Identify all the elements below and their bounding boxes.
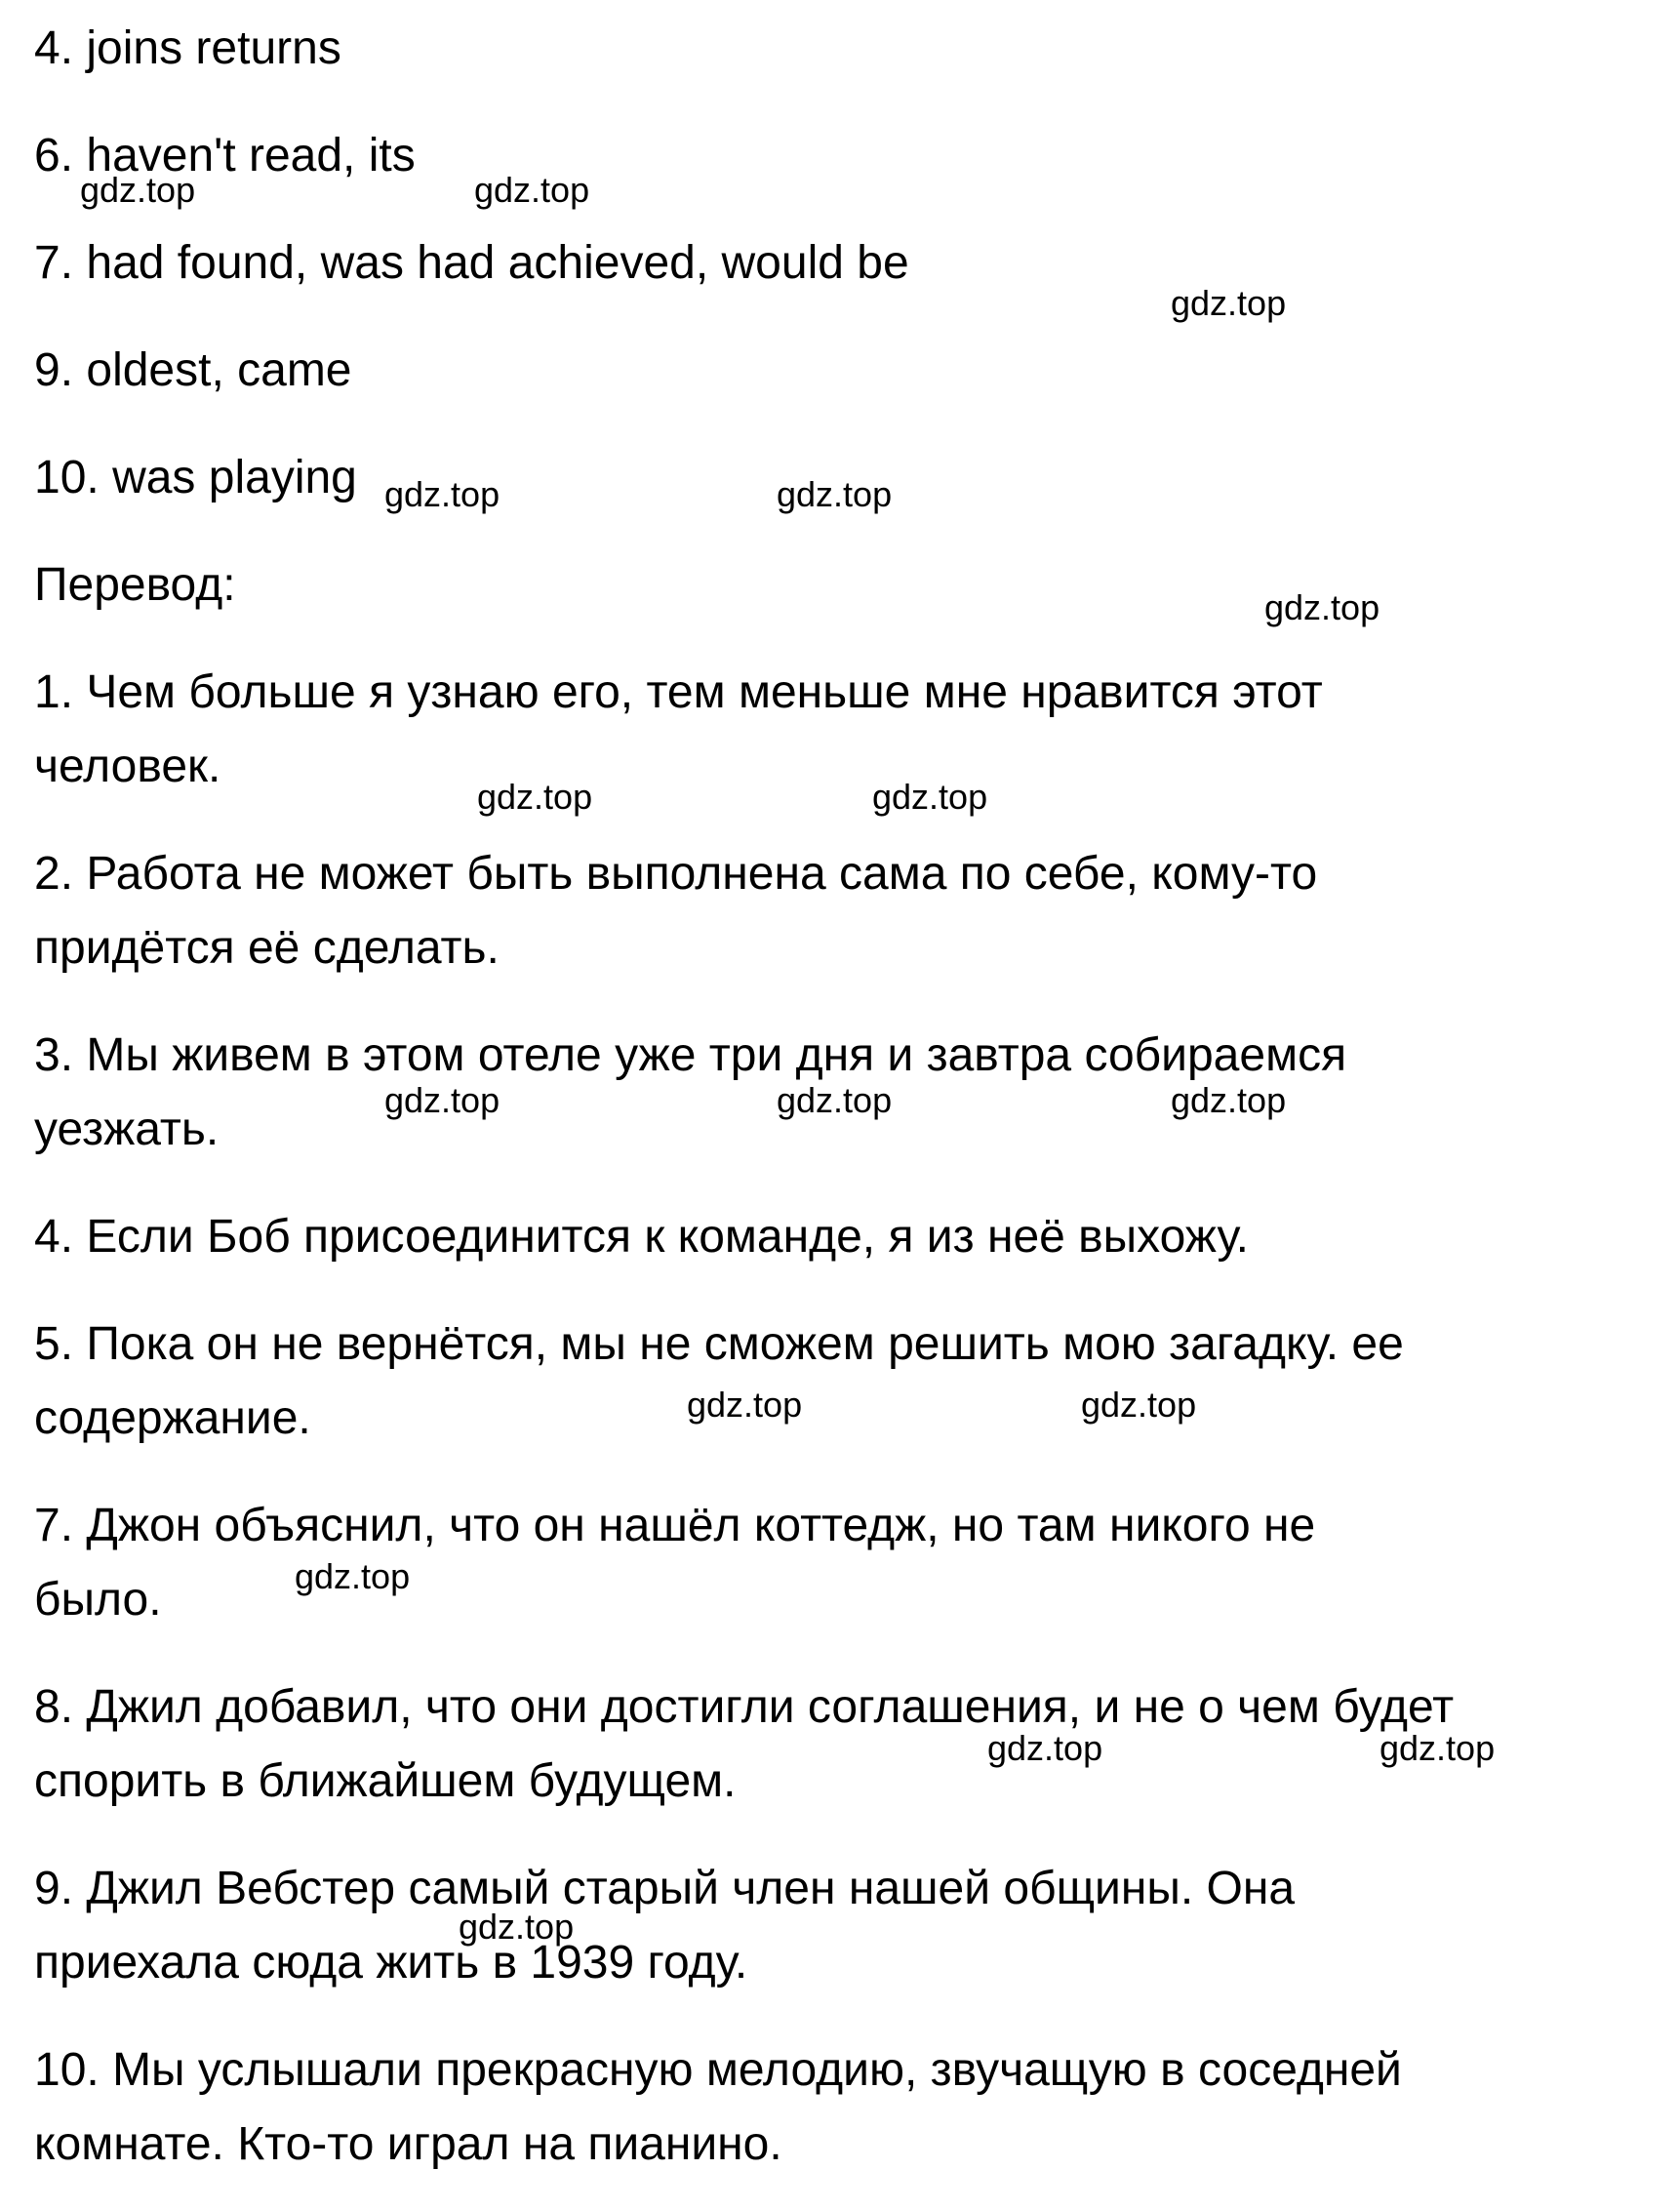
translation-heading: Перевод: [34,559,236,611]
translation-line: 7. Джон объяснил, что он нашёл коттедж, но там никого не [34,1500,1316,1551]
watermark: gdz.top [872,777,988,817]
watermark: gdz.top [1171,283,1287,323]
translation-line: спорить в ближайшем будущем. [34,1755,737,1807]
watermark: gdz.top [777,1080,893,1120]
watermark: gdz.top [1171,1080,1287,1120]
translation-line: человек. [34,741,221,792]
translation-line: содержание. [34,1392,311,1444]
translation-line: придётся её сделать. [34,922,500,974]
watermark: gdz.top [687,1385,803,1425]
translation-line: было. [34,1574,162,1626]
answer-line: 9. oldest, came [34,344,352,396]
watermark: gdz.top [1380,1728,1496,1768]
watermark: gdz.top [80,170,196,210]
translation-line: уезжать. [34,1104,220,1155]
watermark: gdz.top [459,1907,575,1947]
translation-line: 5. Пока он не вернётся, мы не сможем решить мою загадку. ее [34,1318,1404,1370]
answer-line: 4. joins returns [34,22,341,74]
answer-line: 10. was playing [34,452,357,503]
translation-line: 9. Джил Вебстер самый старый член нашей общины. Она [34,1863,1296,1914]
translation-line: приехала сюда жить в 1939 году. [34,1937,748,1989]
watermark: gdz.top [384,1080,500,1120]
watermark: gdz.top [384,474,500,514]
answer-line: 7. had found, was had achieved, would be [34,237,909,289]
watermark: gdz.top [295,1556,411,1596]
translation-line: 10. Мы услышали прекрасную мелодию, звучащую в соседней [34,2044,1402,2096]
translation-line: 4. Если Боб присоединится к команде, я из неё выхожу. [34,1211,1249,1263]
translation-line: комнате. Кто-то играл на пианино. [34,2118,782,2170]
watermark: gdz.top [477,777,593,817]
answer-line: 6. haven't read, its [34,130,416,181]
translation-line: 3. Мы живем в этом отеле уже три дня и завтра собираемся [34,1029,1347,1081]
watermark: gdz.top [777,474,893,514]
watermark: gdz.top [474,170,590,210]
translation-line: 1. Чем больше я узнаю его, тем меньше мне нравится этот [34,666,1323,718]
translation-line: 8. Джил добавил, что они достигли соглашения, и не о чем будет [34,1681,1455,1733]
translation-line: 2. Работа не может быть выполнена сама по себе, кому-то [34,848,1318,900]
watermark: gdz.top [1264,587,1380,627]
watermark: gdz.top [987,1728,1103,1768]
watermark: gdz.top [1081,1385,1197,1425]
